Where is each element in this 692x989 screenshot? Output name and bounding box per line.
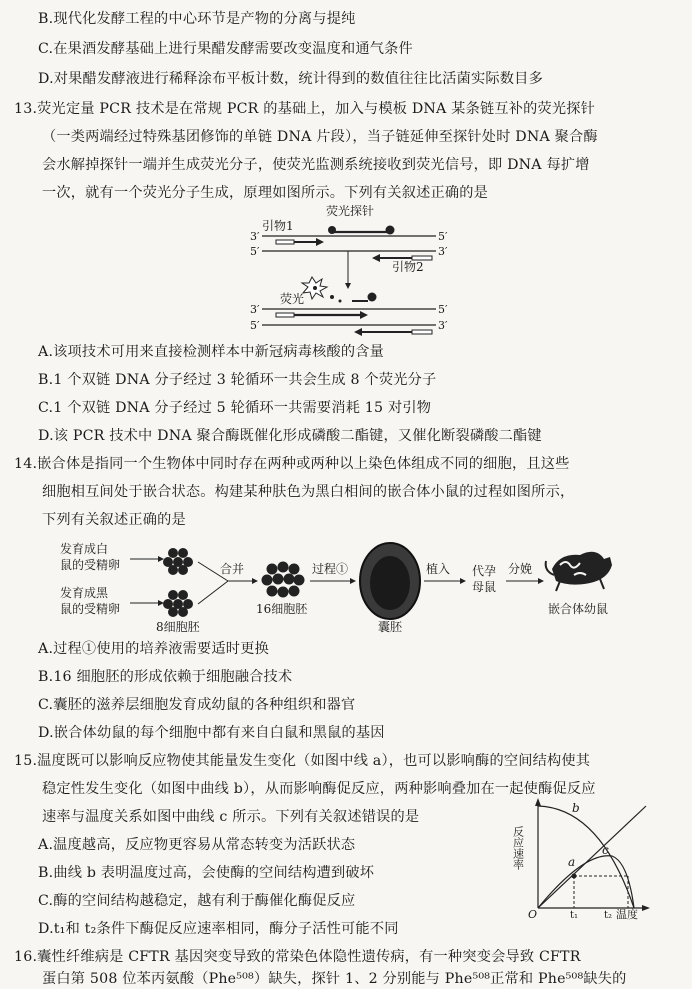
curve-c-label: c <box>602 843 609 857</box>
label-3prime-lowest-right: 3′ <box>438 319 448 332</box>
q14-option-c: C.囊胚的滋养层细胞发育成幼鼠的各种组织和器官 <box>38 697 356 713</box>
curve-b <box>538 806 634 908</box>
label-5prime-top-right: 5′ <box>438 230 448 243</box>
black-zygote-label-1: 发育成黑 <box>60 586 109 600</box>
x-axis-label: 温度 <box>616 908 638 920</box>
white-zygote-label-2: 鼠的受精卵 <box>60 558 121 572</box>
q13-option-a: A.该项技术可用来直接检测样本中新冠病毒核酸的含量 <box>38 344 385 360</box>
q15-option-c: C.酶的空间结构越稳定，越有利于酶催化酶促反应 <box>38 893 356 909</box>
q16-stem-line-2: 蛋白第 508 位苯丙氨酸（Phe⁵⁰⁸）缺失，探针 1、2 分别能与 Phe⁵⁰⁸正常和 Phe⁵⁰⁸缺失的 <box>42 971 627 987</box>
primer2-label: 引物2 <box>392 260 424 274</box>
q15-option-b: B.曲线 b 表明温度过高，会使酶的空间结构遭到破坏 <box>38 865 375 881</box>
label-3prime-lower-left: 3′ <box>250 303 260 316</box>
q12-option-d: D.对果醋发酵液进行稀释涂布平板计数，统计得到的数值往往比活菌实际数目多 <box>38 71 543 87</box>
q13-stem-line-1: 13.荧光定量 PCR 技术是在常规 PCR 的基础上，加入与模板 DNA 某条链互补的荧光探针 <box>14 101 596 117</box>
q14-stem-line-2: 细胞相互间处于嵌合状态。构建某种肤色为黑白相间的嵌合体小鼠的过程如图所示， <box>42 484 575 500</box>
q15-stem-line-2: 稳定性发生变化（如图中曲线 b），从而影响酶促反应，两种影响叠加在一起使酶促反应 <box>42 781 596 797</box>
chimera-pup-label: 嵌合体幼鼠 <box>548 602 609 616</box>
q12-option-b: B.现代化发酵工程的中心环节是产物的分离与提纯 <box>38 11 356 27</box>
q13-stem-line-4: 一次，就有一个荧光分子生成，原理如图所示。下列有关叙述正确的是 <box>42 185 489 201</box>
eight-cell-label: 8细胞胚 <box>156 620 200 634</box>
label-5prime-bottom-left: 5′ <box>250 245 260 258</box>
process-label: 过程① <box>312 562 349 576</box>
q16-stem-line-1: 16.囊性纤维病是 CFTR 基因突变导致的常染色体隐性遗传病，有一种突变会导致 CFTR <box>14 949 581 965</box>
q13-stem-line-3: 会水解掉探针一端并生成荧光分子，使荧光监测系统接收到荧光信号，即 DNA 每扩增 <box>42 157 590 173</box>
merge-label: 合并 <box>220 562 245 576</box>
q14-option-b: B.16 细胞胚的形成依赖于细胞融合技术 <box>38 669 293 685</box>
label-3prime-bottom-right: 3′ <box>438 245 448 258</box>
surrogate-label-1: 代孕 <box>472 564 497 578</box>
q13-option-c: C.1 个双链 DNA 分子经过 5 轮循环一共需要消耗 15 对引物 <box>38 400 432 416</box>
q15-stem-line-1: 15.温度既可以影响反应物使其能量发生变化（如图中线 a），也可以影响酶的空间结构使其 <box>14 753 591 769</box>
eight-cell-embryo-black <box>163 590 193 617</box>
label-5prime-lower-right: 5′ <box>438 303 448 316</box>
chimera-mouse-diagram <box>60 535 630 635</box>
blastocyst-label: 囊胚 <box>378 620 403 634</box>
label-5prime-lowest-left: 5′ <box>250 319 260 332</box>
q15-option-a: A.温度越高，反应物更容易从常态转变为活跃状态 <box>38 837 356 853</box>
surrogate-label-2: 母鼠 <box>472 580 497 594</box>
black-zygote-label-2: 鼠的受精卵 <box>60 602 121 616</box>
birth-label: 分娩 <box>508 562 533 576</box>
t1-label: t₁ <box>570 910 579 920</box>
curve-b-label: b <box>572 801 580 815</box>
implant-label: 植入 <box>426 562 451 576</box>
y-axis-label: 反应速率 <box>511 826 525 870</box>
line-a <box>538 806 646 908</box>
enzyme-temperature-graph <box>504 796 680 920</box>
q12-option-c: C.在果酒发酵基础上进行果醋发酵需要改变温度和通气条件 <box>38 41 413 57</box>
q14-stem-line-3: 下列有关叙述正确的是 <box>42 512 186 528</box>
pcr-probe-diagram <box>240 205 460 340</box>
white-zygote-label-1: 发育成白 <box>60 542 109 556</box>
t2-label: t₂ <box>604 910 613 920</box>
q14-option-d: D.嵌合体幼鼠的每个细胞中都有来自白鼠和黑鼠的基因 <box>38 725 385 741</box>
q14-stem-line-1: 14.嵌合体是指同一个生物体中同时存在两种或两种以上染色体组成不同的细胞，且这些 <box>14 456 570 472</box>
q14-option-a: A.过程①使用的培养液需要适时更换 <box>38 641 269 657</box>
curve-c <box>538 856 634 908</box>
label-3prime-top-left: 3′ <box>250 230 260 243</box>
q13-option-d: D.该 PCR 技术中 DNA 聚合酶既催化形成磷酸二酯键，又催化断裂磷酸二酯键 <box>38 428 542 444</box>
chimera-mouse-icon <box>546 552 612 591</box>
sixteen-cell-label: 16细胞胚 <box>256 602 308 616</box>
eight-cell-embryo-white <box>163 548 193 575</box>
q13-stem-line-2: （一类两端经过特殊基团修饰的单链 DNA 片段），当子链延伸至探针处时 DNA 聚合酶 <box>42 129 598 145</box>
origin-label: O <box>528 908 538 920</box>
q13-option-b: B.1 个双链 DNA 分子经过 3 轮循环一共会生成 8 个荧光分子 <box>38 372 437 388</box>
fluorescence-label: 荧光 <box>280 292 305 306</box>
line-a-label: a <box>568 855 576 869</box>
sixteen-cell-embryo <box>262 562 305 598</box>
q15-stem-line-3: 速率与温度关系如图中曲线 c 所示。下列有关叙述错误的是 <box>42 809 420 825</box>
primer1-label: 引物1 <box>262 219 294 233</box>
probe-label: 荧光探针 <box>326 205 375 218</box>
q15-option-d: D.t₁和 t₂条件下酶促反应速率相同，酶分子活性可能不同 <box>38 921 399 937</box>
